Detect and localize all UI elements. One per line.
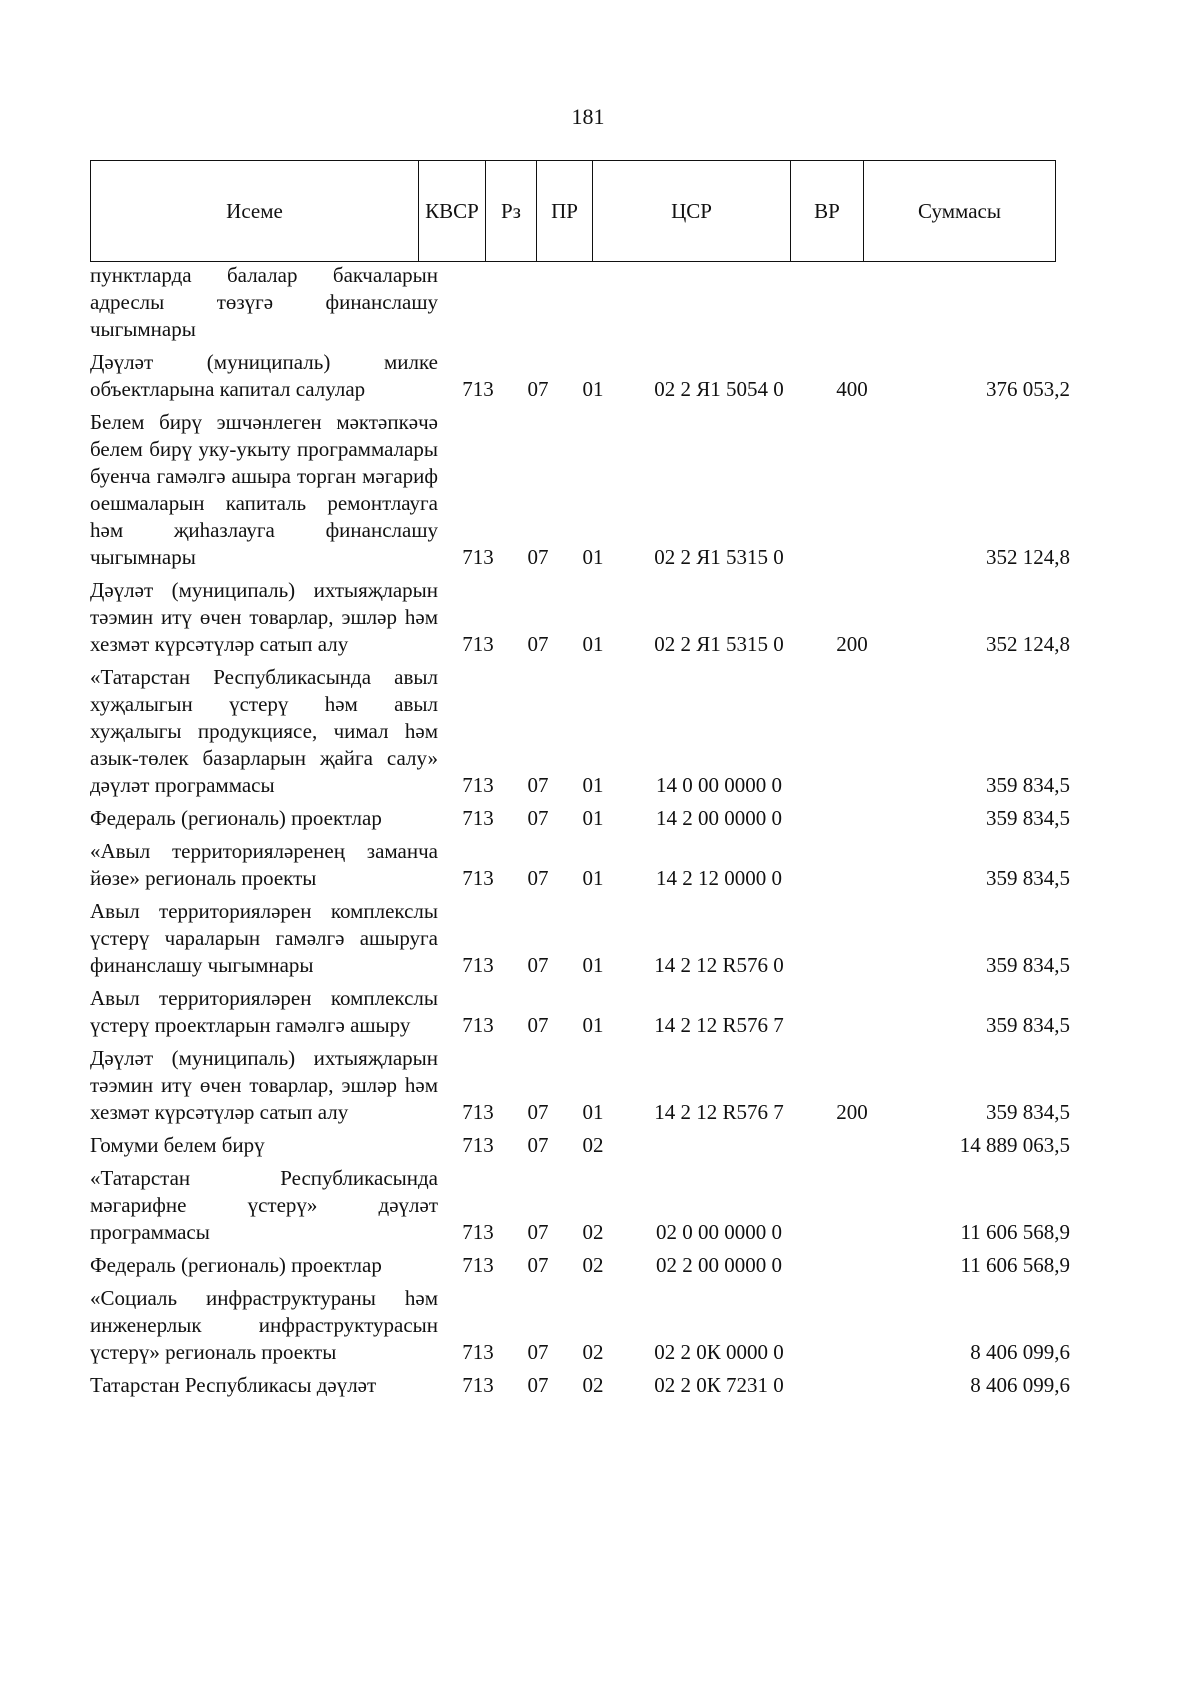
row-vr: 200 [836,632,868,656]
row-rz: 07 [527,866,549,890]
row-csr: 02 2 Я1 5315 0 [654,545,784,569]
row-rz: 07 [527,1253,549,1277]
row-kvsr: 713 [462,866,494,890]
row-pr: 02 [582,1220,604,1244]
header-vr: ВР [791,161,864,261]
row-pr: 01 [582,953,604,977]
table-row [90,1252,1096,1279]
row-sum: 359 834,5 [986,806,1070,830]
row-pr: 01 [582,806,604,830]
row-rz: 07 [527,632,549,656]
row-csr: 02 2 Я1 5315 0 [654,632,784,656]
row-sum: 352 124,8 [986,545,1070,569]
row-name: Федераль (региональ) проектлар [90,806,382,830]
header-rz: Рз [486,161,537,261]
row-csr: 14 2 00 0000 0 [656,806,782,830]
row-pr: 01 [582,545,604,569]
row-sum: 359 834,5 [986,1100,1070,1124]
row-kvsr: 713 [462,773,494,797]
row-name: Белем бирү эшчәнлеген мәктәпкәчә белем бирү уку-укыту программалары буенча гамәлгә ашыра торган мәгариф оешмаларын капиталь ремонтлауга һәм җиһазлауга финанслашу чыгымнары [90,410,438,569]
row-rz: 07 [527,1220,549,1244]
row-rz: 07 [527,545,549,569]
row-rz: 07 [527,953,549,977]
row-pr: 02 [582,1340,604,1364]
table-row [90,577,1096,658]
row-kvsr: 713 [462,632,494,656]
row-sum: 359 834,5 [986,773,1070,797]
row-rz: 07 [527,1340,549,1364]
row-kvsr: 713 [462,1340,494,1364]
row-sum: 8 406 099,6 [970,1340,1070,1364]
row-pr: 01 [582,632,604,656]
row-name: Авыл территорияләрен комплекслы үстерү проектларын гамәлгә ашыру [90,986,438,1037]
table-row [90,1372,1096,1399]
row-sum: 359 834,5 [986,953,1070,977]
row-pr: 01 [582,866,604,890]
table-row [90,985,1096,1039]
row-csr: 14 2 12 R576 0 [654,953,784,977]
row-rz: 07 [527,1373,549,1397]
row-sum: 352 124,8 [986,632,1070,656]
table-row [90,349,1096,403]
row-kvsr: 713 [462,377,494,401]
row-sum: 8 406 099,6 [970,1373,1070,1397]
row-csr: 02 2 00 0000 0 [656,1253,782,1277]
row-pr: 02 [582,1133,604,1157]
row-sum: 359 834,5 [986,1013,1070,1037]
row-kvsr: 713 [462,545,494,569]
row-name: Дәүләт (муниципаль) ихтыяҗларын тәэмин итү өчен товарлар, эшләр һәм хезмәт күрсәтүләр сатып алу [90,578,438,656]
row-vr: 400 [836,377,868,401]
row-csr: 14 2 12 R576 7 [654,1013,784,1037]
table-row [90,1045,1096,1126]
row-sum: 11 606 568,9 [960,1253,1070,1277]
table-header [90,160,1056,262]
table-row [90,805,1096,832]
row-name: «Авыл территорияләренең заманча йөзе» региональ проекты [90,839,438,890]
row-rz: 07 [527,1133,549,1157]
row-kvsr: 713 [462,1100,494,1124]
row-name: «Социаль инфраструктураны һәм инженерлык инфраструктурасын үстерү» региональ проекты [90,1286,438,1364]
row-csr: 02 2 0К 0000 0 [654,1340,784,1364]
table-row [90,1165,1096,1246]
row-sum: 11 606 568,9 [960,1220,1070,1244]
row-kvsr: 713 [462,1133,494,1157]
row-rz: 07 [527,773,549,797]
row-kvsr: 713 [462,806,494,830]
table-row [90,898,1096,979]
header-pr: ПР [537,161,593,261]
row-pr: 01 [582,1100,604,1124]
row-pr: 02 [582,1373,604,1397]
row-sum: 14 889 063,5 [959,1133,1070,1157]
table-row [90,1132,1096,1159]
table-row [90,1285,1096,1366]
row-vr: 200 [836,1100,868,1124]
table-row [90,664,1096,799]
row-kvsr: 713 [462,1013,494,1037]
row-name: Федераль (региональ) проектлар [90,1253,382,1277]
header-sum: Суммасы [918,198,1001,223]
row-sum: 359 834,5 [986,866,1070,890]
row-kvsr: 713 [462,1253,494,1277]
row-name: Гомуми белем бирү [90,1133,265,1157]
row-name: «Татарстан Республикасында мәгарифне үстерү» дәүләт программасы [90,1166,438,1244]
row-csr: 02 2 Я1 5054 0 [654,377,784,401]
row-pr: 01 [582,377,604,401]
row-rz: 07 [527,377,549,401]
row-pr: 02 [582,1253,604,1277]
table-body [90,262,1096,1405]
row-rz: 07 [527,1100,549,1124]
page-number: 181 [571,104,605,129]
row-csr: 02 2 0К 7231 0 [654,1373,784,1397]
row-name: Дәүләт (муниципаль) ихтыяҗларын тәэмин итү өчен товарлар, эшләр һәм хезмәт күрсәтүләр сатып алу [90,1046,438,1124]
row-name: пунктларда балалар бакчаларын адреслы төзүгә финанслашу чыгымнары [90,263,438,341]
header-csr: ЦСР [593,161,791,261]
row-sum: 376 053,2 [986,377,1070,401]
row-kvsr: 713 [462,1373,494,1397]
row-name: Дәүләт (муниципаль) милке объектларына капитал салулар [90,350,438,401]
row-csr: 14 0 00 0000 0 [656,773,782,797]
row-csr: 14 2 12 R576 7 [654,1100,784,1124]
header-name: Исеме [91,161,419,261]
table-row [90,409,1096,571]
table-row [90,262,1096,343]
row-csr: 02 0 00 0000 0 [656,1220,782,1244]
row-name: Татарстан Республикасы дәүләт [90,1373,377,1397]
row-kvsr: 713 [462,1220,494,1244]
row-csr: 14 2 12 0000 0 [656,866,782,890]
row-pr: 01 [582,773,604,797]
row-name: «Татарстан Республикасында авыл хуҗалыгын үстерү һәм авыл хуҗалыгы продукциясе, чимал һәм азык-төлек базарларын җайга салу» дәүләт программасы [90,665,438,797]
row-rz: 07 [527,1013,549,1037]
row-kvsr: 713 [462,953,494,977]
row-name: Авыл территорияләрен комплекслы үстерү чараларын гамәлгә ашыруга финанслашу чыгымнары [90,899,438,977]
header-kvsr: КВСР [419,161,486,261]
row-rz: 07 [527,806,549,830]
row-pr: 01 [582,1013,604,1037]
table-row [90,838,1096,892]
